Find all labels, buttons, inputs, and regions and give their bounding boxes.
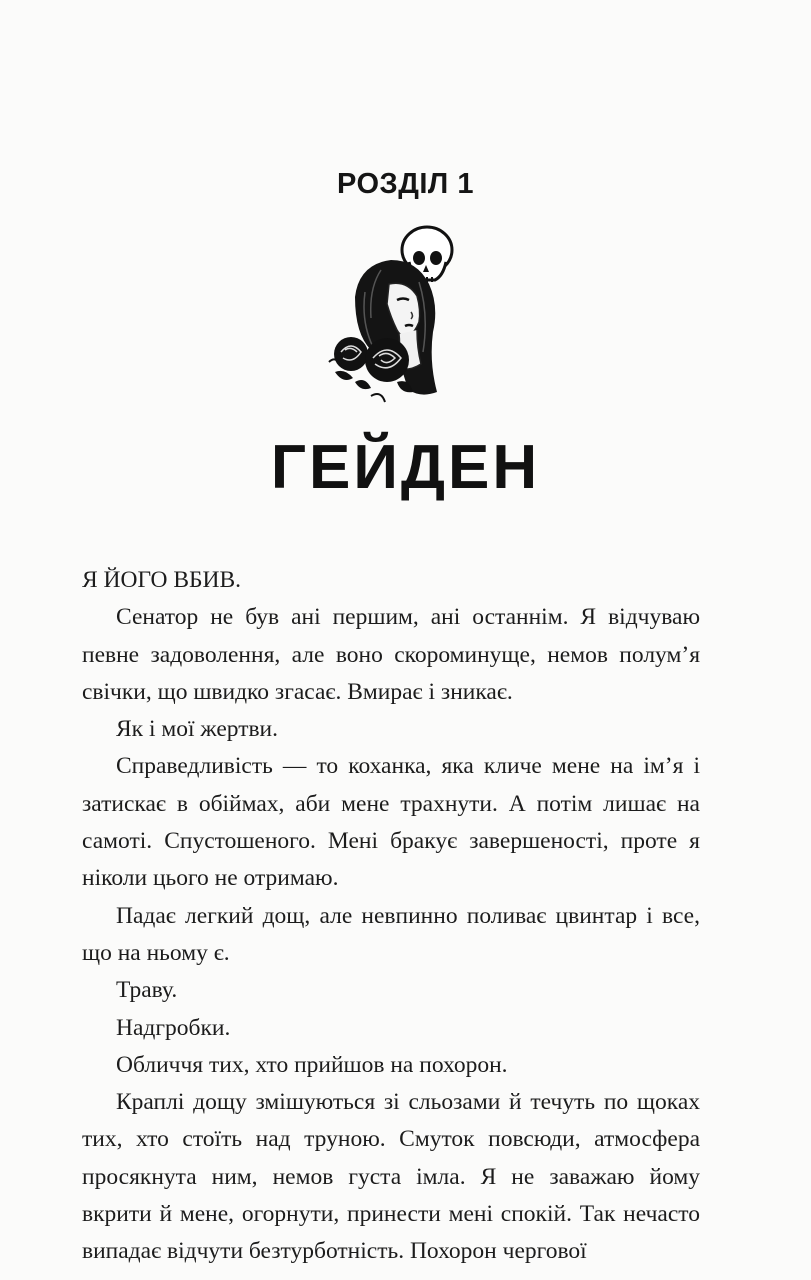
paragraph: Обличчя тих, хто прийшов на похорон. — [116, 1051, 508, 1078]
paragraph: Справедливість — то коханка, яка кличе мене на ім’я і затискає в обіймах, аби мене трахнути. А потім лишає на самоті. Спустошеного. Мені бракує завершеності, проте я ніколи цього не отримаю. — [82, 753, 700, 892]
paragraph: Надгробки. — [116, 1014, 231, 1041]
chapter-title: ГЕЙДЕН — [270, 433, 541, 502]
paragraph: Падає легкий дощ, але невпинно поливає цвинтар і все, що на ньому є. — [82, 902, 700, 966]
paragraph: Як і мої жертви. — [116, 716, 279, 743]
paragraph: Сенатор не був ані першим, ані останнім. Я відчуваю певне задоволення, але воно скороминуще, немов полум’я свічки, що швидко згасає. Вмирає і зникає. — [82, 604, 700, 705]
body-text — [82, 562, 700, 1271]
paragraph: Я ЙОГО ВБИВ. — [82, 567, 242, 593]
chapter-number: РОЗДІЛ 1 — [337, 168, 474, 200]
paragraph: Траву. — [116, 977, 178, 1004]
paragraph: Краплі дощу змішуються зі сльозами й течуть по щоках тих, хто стоїть над труною. Смуток повсюди, атмосфера просякнута ним, немов густа імла. Я не заважаю йому вкрити й мене, огорнути, принести мені спокій. Так нечасто випадає відчути безтурботність. Похорон чергової — [82, 1089, 700, 1265]
woman-skull-roses-illustration — [325, 222, 460, 407]
